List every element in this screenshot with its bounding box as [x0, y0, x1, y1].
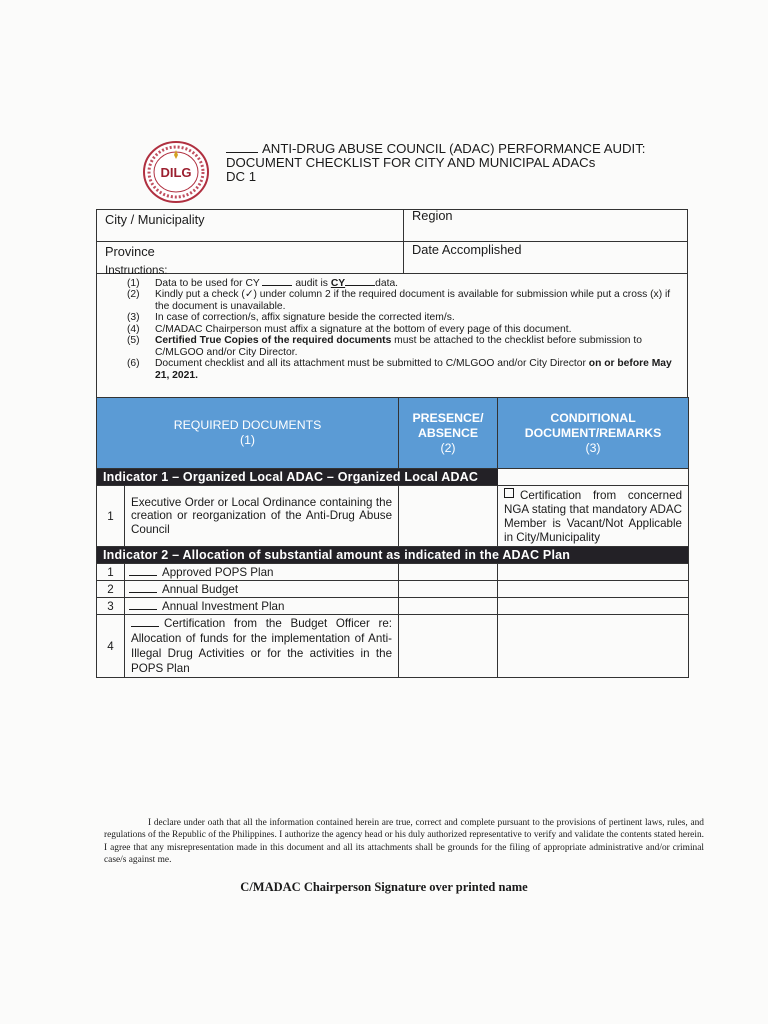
row-number: 2 — [97, 581, 125, 598]
checkbox-certification[interactable] — [504, 488, 514, 498]
required-document: Approved POPS Plan — [125, 564, 399, 581]
remarks-cell[interactable] — [498, 598, 689, 615]
instructions-heading: Instructions: — [105, 264, 168, 277]
province-field[interactable]: Province — [97, 242, 404, 274]
instruction-item: (6) Document checklist and all its attachment must be submitted to C/MLGOO and/or City Director on or before May 21, 2021. — [127, 358, 672, 381]
date-accomplished-field[interactable]: Date Accomplished — [404, 242, 688, 274]
indicator-1-row — [97, 469, 689, 486]
title-line-3: DC 1 — [226, 169, 257, 184]
column-header-required-documents: REQUIRED DOCUMENTS (1) — [97, 398, 399, 469]
remarks-cell: Certification from concerned NGA stating that mandatory ADAC Member is Vacant/Not Applicable in City/Municipality — [498, 486, 689, 547]
row-number: 1 — [97, 486, 125, 547]
title-line-1: ANTI-DRUG ABUSE COUNCIL (ADAC) PERFORMANCE AUDIT: — [262, 141, 646, 156]
row-number: 4 — [97, 615, 125, 678]
presence-cell[interactable] — [399, 486, 498, 547]
required-document: Certification from the Budget Officer re: Allocation of funds for the implementation of Anti-Illegal Drug Activities or for the activities in the POPS Plan — [125, 615, 399, 678]
instruction-item: (2) Kindly put a check (✓) under column 2 if the required document is available for submission while put a cross (x) if the document is unavailable. — [127, 289, 671, 312]
table-row — [97, 598, 689, 615]
required-document: Annual Budget — [125, 581, 399, 598]
title-blank — [226, 152, 258, 153]
column-header-conditional-remarks: CONDITIONAL DOCUMENT/REMARKS (3) — [498, 398, 689, 469]
dilg-seal-logo — [142, 140, 210, 204]
svg-text:DILG: DILG — [160, 165, 192, 180]
title-line-2: DOCUMENT CHECKLIST FOR CITY AND MUNICIPAL ADACs — [226, 155, 596, 170]
instructions-section — [96, 264, 688, 397]
table-row — [97, 581, 689, 598]
instruction-item: (4) C/MADAC Chairperson must affix a signature at the bottom of every page of this document. — [127, 323, 572, 335]
declaration-text: I declare under oath that all the information contained herein are true, correct and complete pursuant to the provisions of pertinent laws, rules, and regulations of the Republic of the Philippines. I authorize the agency head or his duly authorized representative to verify and validate the contents stated herein. I agree that any misrepresentation made in this document and all its attachments shall be grounds for the filing of appropriate administrative and/or criminal case/s against me. — [104, 818, 704, 866]
row-number: 1 — [97, 564, 125, 581]
remarks-cell[interactable] — [498, 615, 689, 678]
presence-cell[interactable] — [399, 564, 498, 581]
indicator-2-title: Indicator 2 – Allocation of substantial amount as indicated in the ADAC Plan — [97, 547, 689, 564]
presence-cell[interactable] — [399, 581, 498, 598]
column-header-presence-absence: PRESENCE/ ABSENCE (2) — [399, 398, 498, 469]
table-row — [97, 486, 689, 547]
presence-cell[interactable] — [399, 615, 498, 678]
table-row — [97, 615, 689, 678]
required-document: Annual Investment Plan — [125, 598, 399, 615]
region-field[interactable]: Region — [404, 210, 688, 242]
row-number: 3 — [97, 598, 125, 615]
remarks-cell[interactable] — [498, 564, 689, 581]
presence-cell[interactable] — [399, 598, 498, 615]
instruction-item: (1) Data to be used for CY audit is CY data. — [127, 277, 399, 289]
signature-label: C/MADAC Chairperson Signature over printed name — [240, 880, 528, 894]
table-row — [97, 564, 689, 581]
remarks-cell[interactable] — [498, 581, 689, 598]
required-document: Executive Order or Local Ordinance containing the creation or reorganization of the Anti-Drug Abuse Council — [125, 486, 399, 547]
city-municipality-field[interactable]: City / Municipality — [97, 210, 404, 242]
checklist-table — [96, 397, 689, 678]
instruction-item: (5) Certified True Copies of the required documents must be attached to the checklist before submission to C/MLGOO and/or City Director. — [127, 335, 642, 358]
document-title — [226, 142, 645, 184]
indicator-2-row — [97, 547, 689, 564]
table-header-row — [97, 398, 689, 469]
instruction-item: (3) In case of correction/s, affix signature beside the corrected item/s. — [127, 312, 455, 323]
indicator-1-title: Indicator 1 – Organized Local ADAC – Organized Local ADAC — [97, 469, 498, 486]
